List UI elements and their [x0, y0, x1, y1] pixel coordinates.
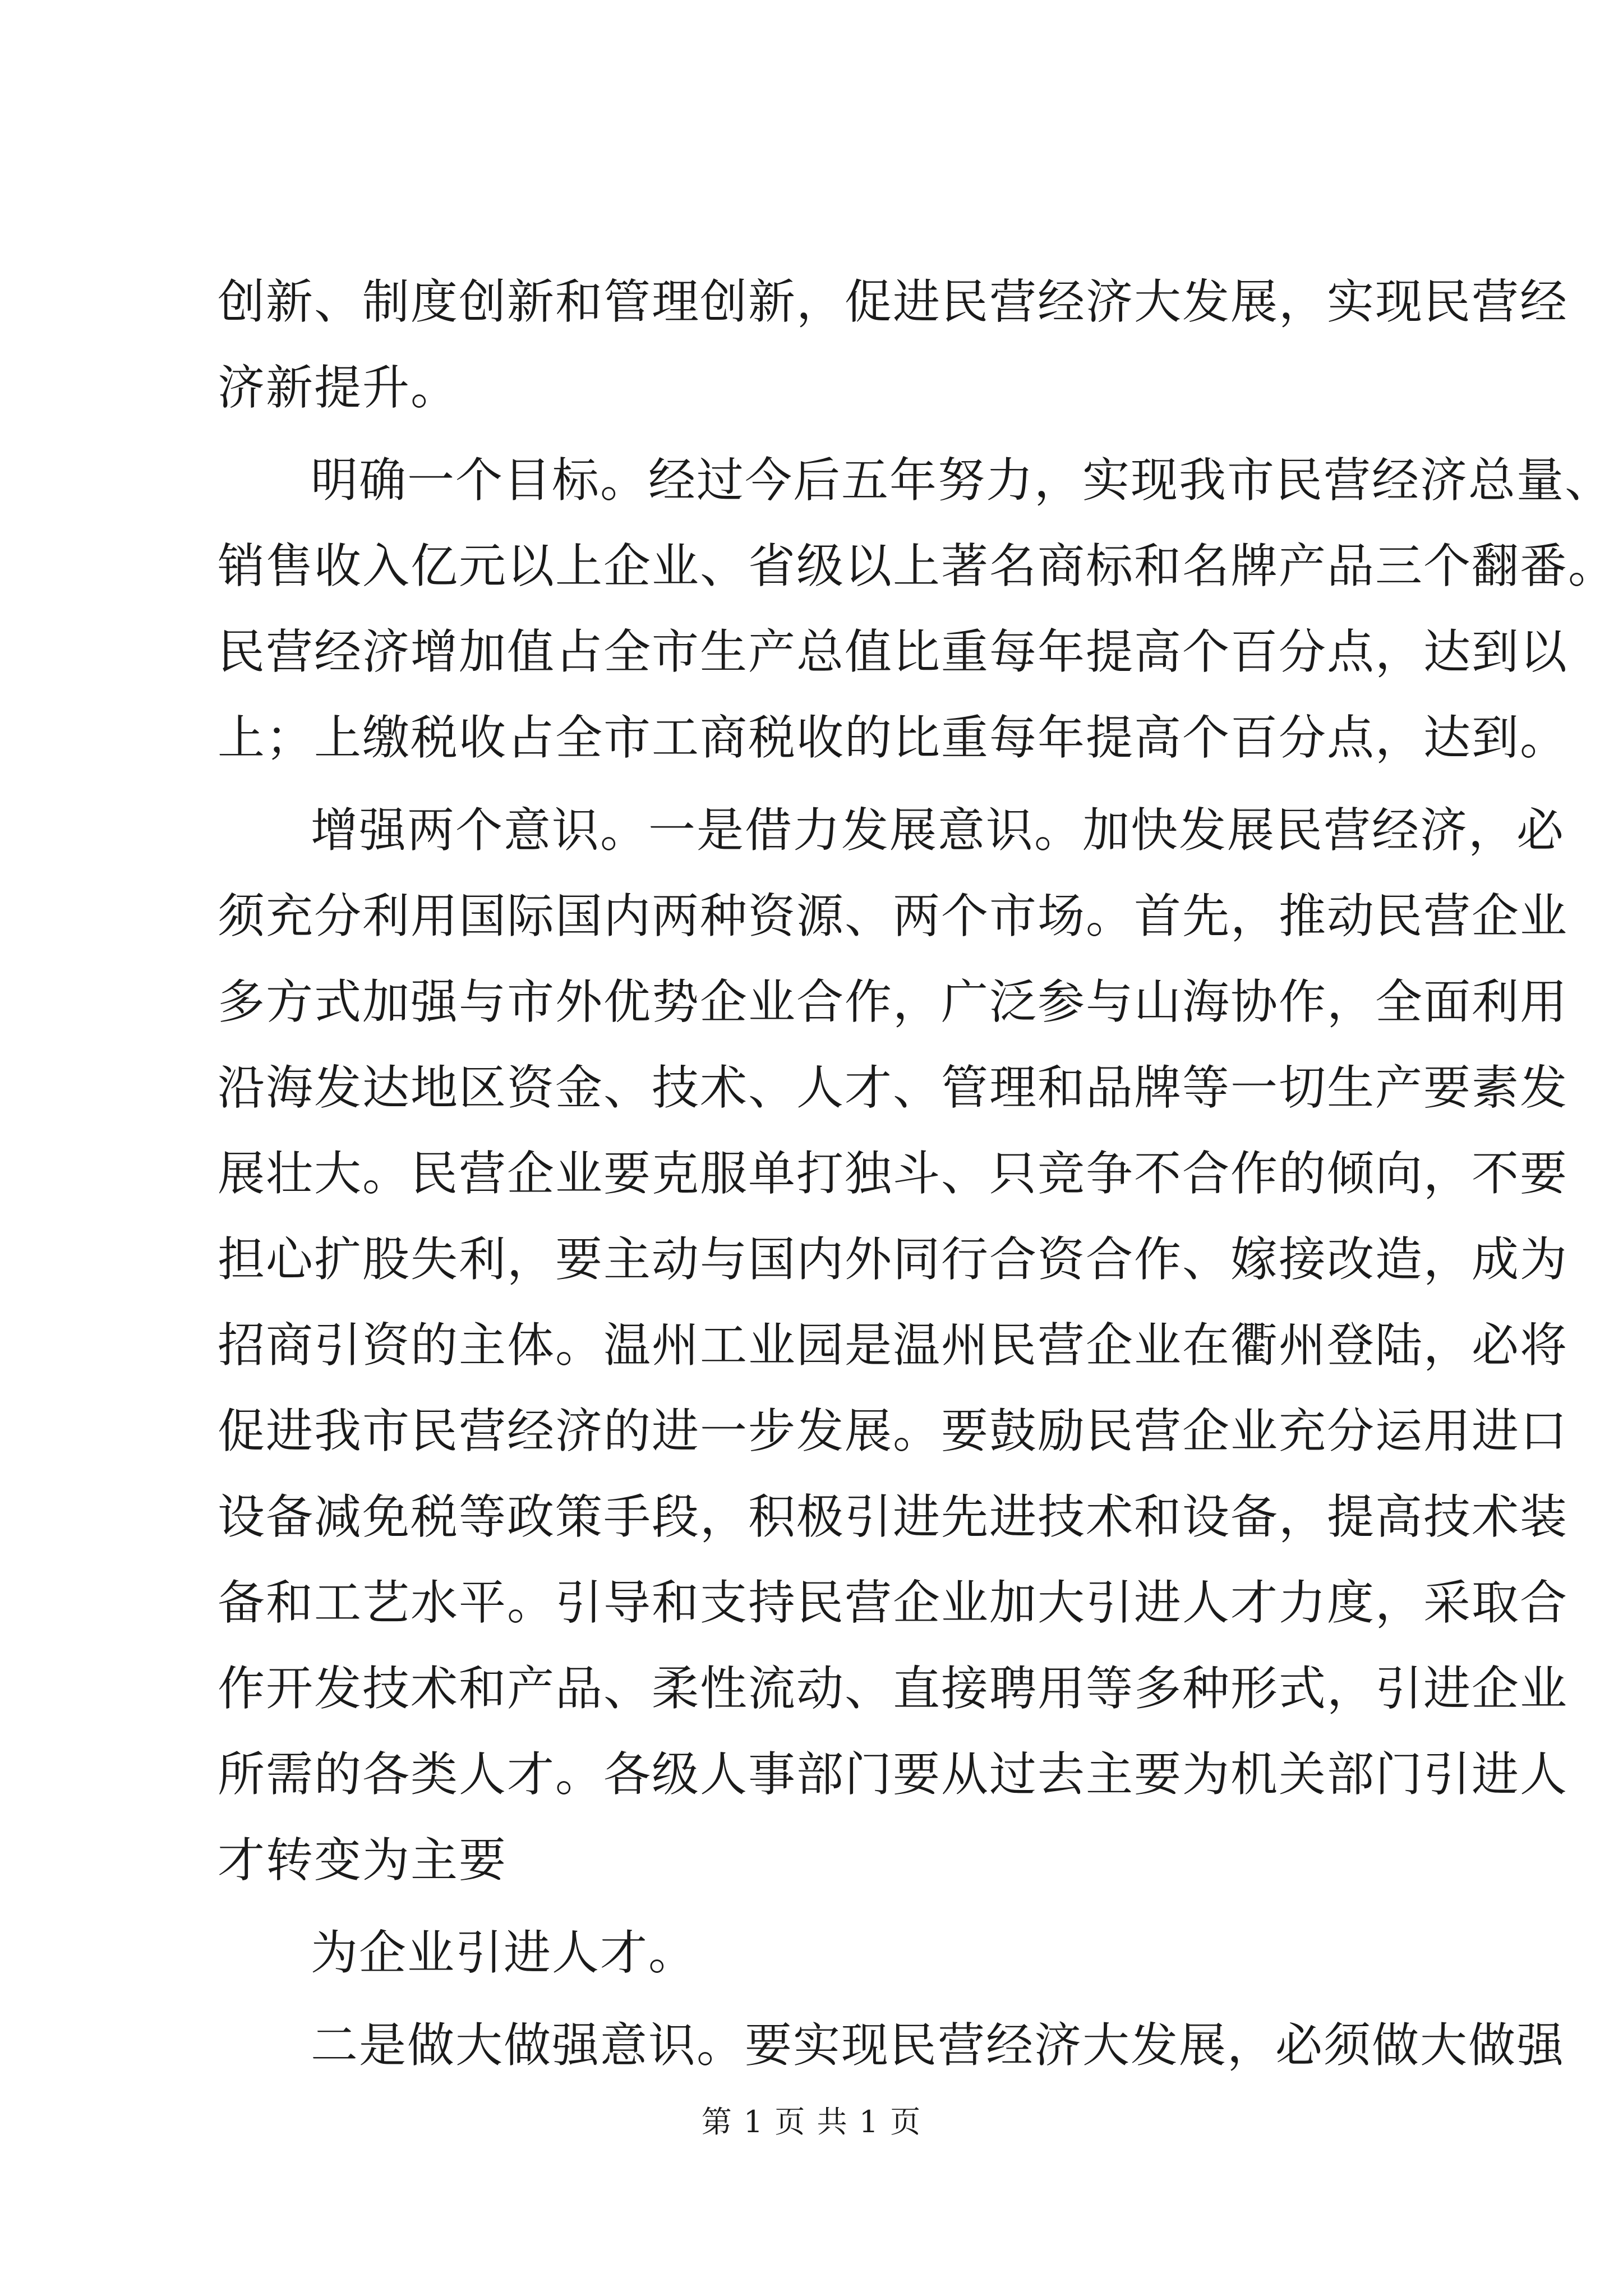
paragraph-1-line-1: 创新、制度创新和管理创新，促进民营经济大发展，实现民营经 — [218, 274, 1569, 329]
paragraph-2-line-1: 明确一个目标。经过今后五年努力，实现我市民营经济总量、 — [311, 453, 1613, 508]
paragraph-2-line-2: 销售收入亿元以上企业、省级以上著名商标和名牌产品三个翻番。 — [218, 539, 1617, 593]
paragraph-3-line-8: 促进我市民营经济的进一步发展。要鼓励民营企业充分运用进口 — [218, 1404, 1569, 1458]
paragraph-3-line-3: 多方式加强与市外优势企业合作，广泛参与山海协作，全面利用 — [218, 974, 1569, 1029]
paragraph-2-line-4: 上；上缴税收占全市工商税收的比重每年提高个百分点，达到。 — [218, 710, 1569, 765]
document-body — [218, 259, 1617, 2088]
paragraph-2-line-3: 民营经济增加值占全市生产总值比重每年提高个百分点，达到以 — [218, 624, 1569, 679]
paragraph-3-line-4: 沿海发达地区资金、技术、人才、管理和品牌等一切生产要素发 — [218, 1060, 1569, 1115]
paragraph-3-line-6: 担心扩股失利，要主动与国内外同行合资合作、嫁接改造，成为 — [218, 1232, 1569, 1287]
paragraph-5-line-1: 二是做大做强意识。要实现民营经济大发展，必须做大做强 — [311, 2018, 1565, 2073]
paragraph-3-line-5: 展壮大。民营企业要克服单打独斗、只竞争不合作的倾向，不要 — [218, 1146, 1569, 1201]
paragraph-3-line-2: 须充分利用国际国内两种资源、两个市场。首先，推动民营企业 — [218, 889, 1569, 944]
paragraph-3-line-13: 才转变为主要 — [218, 1833, 508, 1888]
paragraph-1-line-2: 济新提升。 — [218, 360, 459, 415]
paragraph-3-line-10: 备和工艺水平。引导和支持民营企业加大引进人才力度，采取合 — [218, 1575, 1569, 1630]
paragraph-4-line-1: 为企业引进人才。 — [311, 1925, 697, 1980]
paragraph-3-line-12: 所需的各类人才。各级人事部门要从过去主要为机关部门引进人 — [218, 1747, 1569, 1802]
paragraph-3-line-9: 设备减免税等政策手段，积极引进先进技术和设备，提高技术装 — [218, 1489, 1569, 1544]
paragraph-3-line-7: 招商引资的主体。温州工业园是温州民营企业在衢州登陆，必将 — [218, 1318, 1569, 1373]
page-footer: 第 1 页 共 1 页 — [701, 2104, 922, 2139]
paragraph-3-line-11: 作开发技术和产品、柔性流动、直接聘用等多种形式，引进企业 — [218, 1661, 1569, 1716]
paragraph-3-line-1: 增强两个意识。一是借力发展意识。加快发展民营经济，必 — [311, 803, 1565, 858]
